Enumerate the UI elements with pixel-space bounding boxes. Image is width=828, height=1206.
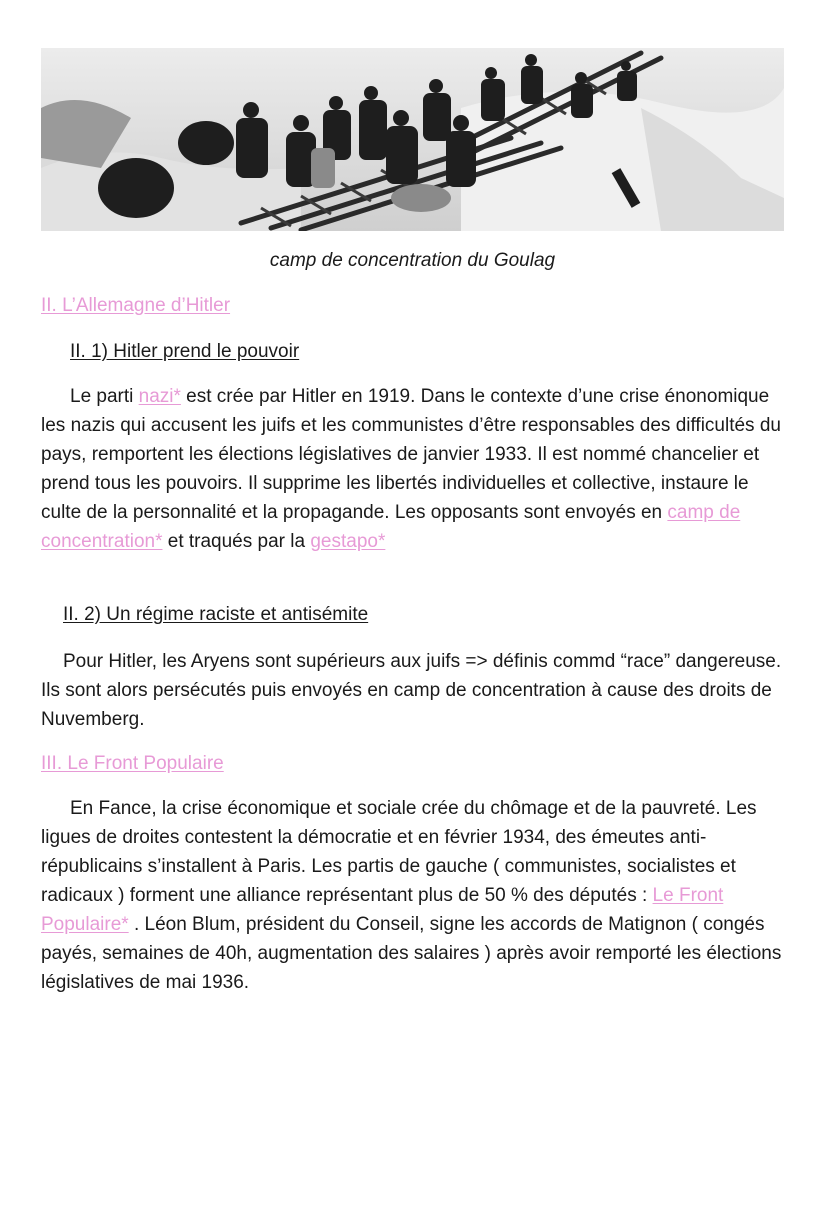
paragraph-regime-raciste: Pour Hitler, les Aryens sont supérieurs aux juifs => définis commd “race” dangereuse. Ils sont alors persécutés puis envoyés en camp de concentration à cause des droits de Nuvemberg. xyxy=(41,651,782,730)
text-fragment: Le parti xyxy=(70,386,139,407)
text-fragment: est crée par Hitler en 1919. Dans le contexte d’une crise énonomique les nazis qui accusent les juifs et les communistes d’être responsables des difficultés du pays, remportent les élections législatives de janvier 1933. Il est nommé chancelier et prend tous les pouvoirs. Il supprime les libertés individuelles et collective, instaure le culte de la personnalité et la propagande. Les opposants sont envoyés en xyxy=(41,386,781,523)
gulag-photo xyxy=(41,48,784,231)
text-fragment: et traqués par la xyxy=(162,531,311,552)
subheading-hitler-pouvoir: II. 1) Hitler prend le pouvoir xyxy=(70,341,300,362)
link-camp-concentration[interactable]: camp de concentration* xyxy=(41,502,741,552)
section-heading-front-populaire[interactable]: III. Le Front Populaire xyxy=(41,753,224,774)
text-fragment: En Fance, la crise économique et sociale crée du chômage et de la pauvreté. Les ligues de droites contestent la démocratie et en février 1934, des émeutes anti-républicains s’installent à Paris. Les partis de gauche ( communistes, socialistes et radicaux ) forment une alliance représentant plus de 50 % des députés : xyxy=(41,798,757,906)
link-front-populaire[interactable]: Le Front Populaire* xyxy=(41,885,724,935)
subheading-regime-raciste: II. 2) Un régime raciste et antisémite xyxy=(63,604,369,625)
paragraph-hitler-pouvoir xyxy=(41,382,787,556)
photo-caption: camp de concentration du Goulag xyxy=(269,250,556,271)
paragraph-front-populaire xyxy=(41,794,787,997)
link-nazi[interactable]: nazi* xyxy=(138,386,181,407)
link-gestapo[interactable]: gestapo* xyxy=(310,531,386,552)
section-heading-allemagne[interactable]: II. L’Allemagne d’Hitler xyxy=(41,295,231,316)
text-fragment: . Léon Blum, président du Conseil, signe les accords de Matignon ( congés payés, semaines de 40h, augmentation des salaires ) après avoir remporté les élections législatives de mai 1936. xyxy=(41,914,782,993)
